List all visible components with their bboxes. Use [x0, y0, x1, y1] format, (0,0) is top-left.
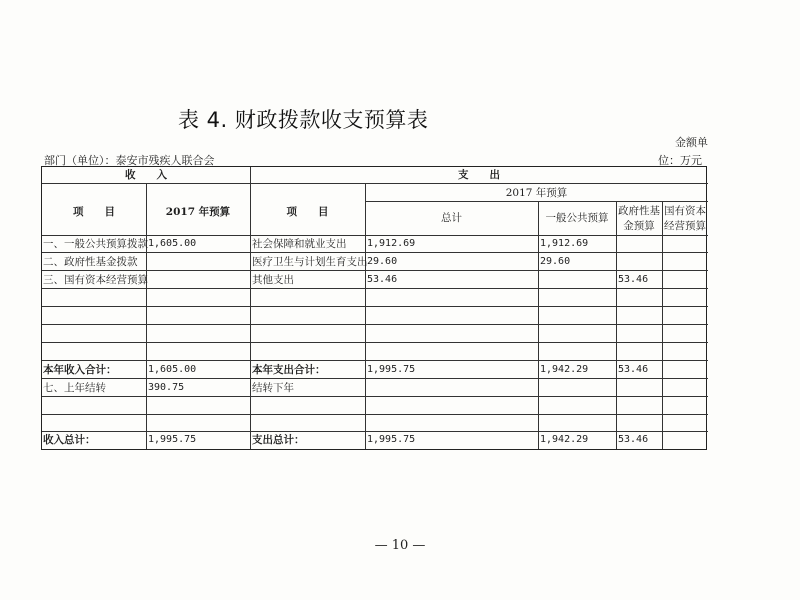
income-item-cell: 本年收入合计：	[43, 364, 117, 376]
expense-item-cell: 社会保障和就业支出	[252, 238, 347, 250]
page-title: 表 4. 财政拨款收支预算表	[178, 108, 429, 132]
income-amount-cell: 1,605.00	[148, 364, 197, 375]
income-item-header: 项 目	[73, 206, 115, 218]
gov-fund-cell: 53.46	[618, 364, 649, 375]
unit-label-cont: 位：万元	[658, 154, 702, 167]
budget-table	[41, 166, 707, 450]
general-cell: 1,912.69	[540, 238, 589, 249]
income-budget-header: 2017 年预算	[165, 206, 231, 218]
gov-fund-header-line1: 政府性基	[618, 205, 660, 217]
income-item-cell: 收入总计：	[43, 434, 96, 446]
unit-label: 金额单	[675, 136, 708, 149]
income-amount-cell: 1,995.75	[148, 434, 197, 445]
income-amount-cell: 390.75	[148, 382, 185, 393]
income-item-cell: 一、一般公共预算拨款	[43, 238, 148, 250]
total-cell: 1,912.69	[367, 238, 416, 249]
income-item-cell: 七、上年结转	[43, 382, 106, 394]
expense-item-cell: 支出总计：	[252, 434, 305, 446]
page-number: — 10 —	[374, 538, 426, 553]
general-cell: 29.60	[540, 256, 571, 267]
income-amount-cell: 1,605.00	[148, 238, 197, 249]
expense-item-cell: 医疗卫生与计划生育支出	[252, 256, 368, 268]
state-capital-header-line2: 经营预算	[664, 220, 706, 232]
income-item-cell: 二、政府性基金拨款	[43, 256, 138, 268]
expense-header: 支 出	[458, 169, 500, 181]
state-capital-header-line1: 国有资本	[664, 205, 706, 217]
total-cell: 1,995.75	[367, 364, 416, 375]
income-header: 收 入	[125, 169, 167, 181]
income-item-cell: 三、国有资本经营预算	[43, 274, 148, 286]
general-cell: 1,942.29	[540, 364, 589, 375]
general-cell: 1,942.29	[540, 434, 589, 445]
total-cell: 1,995.75	[367, 434, 416, 445]
general-public-header: 一般公共预算	[545, 212, 609, 224]
gov-fund-cell: 53.46	[618, 274, 649, 285]
expense-item-cell: 结转下年	[252, 382, 294, 394]
gov-fund-cell: 53.46	[618, 434, 649, 445]
gov-fund-header-line2: 金预算	[623, 220, 655, 232]
expense-item-cell: 其他支出	[252, 274, 294, 286]
budget-2017-group-header: 2017 年预算	[505, 187, 568, 199]
expense-item-cell: 本年支出合计：	[252, 364, 326, 376]
total-header: 总计	[441, 212, 462, 224]
total-cell: 29.60	[367, 256, 398, 267]
total-cell: 53.46	[367, 274, 398, 285]
expense-item-header: 项 目	[286, 206, 329, 218]
department-label: 部门（单位）：泰安市残疾人联合会	[44, 154, 215, 167]
